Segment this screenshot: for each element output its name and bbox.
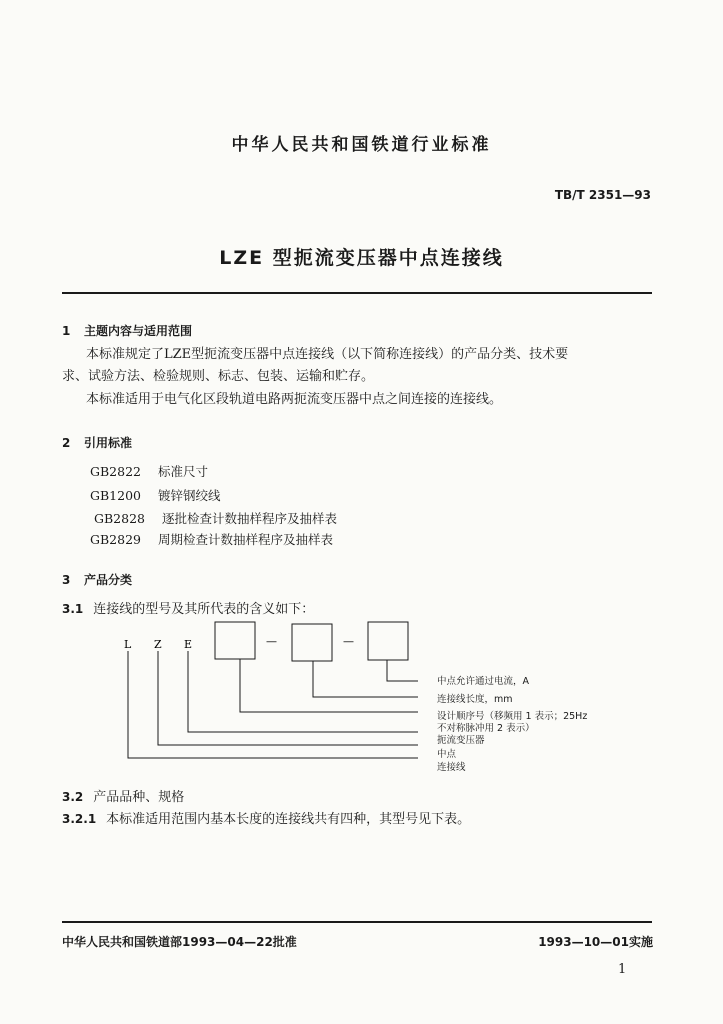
section-1-number: 1: [62, 324, 71, 338]
section-1-heading: [62, 322, 192, 339]
legend-design-seq-line1: 设计顺序号（移频用 1 表示；25Hz: [437, 711, 588, 722]
section-2-heading: [62, 434, 132, 451]
org-title: 中华人民共和国铁道行业标准: [231, 135, 492, 155]
model-letter: Z: [154, 638, 162, 651]
section-3-title: 产品分类: [84, 573, 133, 587]
subsection-3-2-number: 3.2: [62, 790, 84, 804]
issue-date: 中华人民共和国铁道部1993—04—22批准: [62, 935, 297, 949]
document-title: LZE 型扼流变压器中点连接线: [219, 247, 504, 269]
leader-current: [387, 660, 418, 681]
section-1-title: 主题内容与适用范围: [84, 324, 193, 338]
footer-divider: [62, 921, 652, 923]
reference-title: 标准尺寸: [158, 464, 209, 479]
reference-code: GB2822: [90, 464, 141, 479]
leader-midpoint: [158, 651, 418, 745]
section-3-heading: [62, 571, 132, 588]
subsection-3-2-1: [62, 808, 470, 827]
leader-length: [313, 661, 418, 697]
section-2-number: 2: [62, 436, 71, 450]
legend-design-seq-line2: 不对称脉冲用 2 表示）: [437, 723, 535, 734]
section-1-para1-line2: 求、试验方法、检验规则、标志、包装、运输和贮存。: [62, 369, 375, 384]
legend-current: 中点允许通过电流，A: [437, 676, 529, 687]
model-designation-diagram: [0, 615, 723, 775]
section-1-para2: 本标准适用于电气化区段轨道电路两扼流变压器中点之间连接的连接线。: [86, 392, 503, 407]
leader-choke: [188, 651, 418, 732]
subsection-3-2-1-text: 本标准适用范围内基本长度的连接线共有四种，其型号见下表。: [106, 812, 471, 827]
standard-number: TB/T 2351—93: [554, 188, 651, 202]
subsection-3-1-text: 连接线的型号及其所代表的含义如下：: [93, 602, 315, 617]
model-letter: L: [124, 638, 132, 651]
leader-connector: [128, 651, 418, 758]
model-letter: E: [184, 638, 193, 651]
reference-code: GB1200: [90, 488, 141, 503]
section-1-para1-line1: 本标准规定了LZE型扼流变压器中点连接线（以下简称连接线）的产品分类、技术要: [86, 347, 569, 362]
legend-connector: 连接线: [437, 762, 466, 773]
reference-item: [90, 530, 333, 548]
subsection-3-1-number: 3.1: [62, 602, 84, 616]
reference-title: 周期检查计数抽样程序及抽样表: [158, 532, 334, 547]
reference-title: 逐批检查计数抽样程序及抽样表: [162, 511, 338, 526]
section-2-title: 引用标准: [84, 436, 133, 450]
reference-title: 镀锌钢绞线: [158, 488, 221, 503]
effective-date: 1993—10—01实施: [538, 935, 653, 949]
legend-length: 连接线长度，mm: [437, 694, 513, 705]
reference-item: [90, 462, 208, 480]
title-divider: [62, 292, 652, 294]
reference-item: [94, 509, 337, 527]
page-number: 1: [618, 962, 627, 977]
subsection-3-2-text: 产品品种、规格: [93, 790, 185, 805]
subsection-3-2-1-number: 3.2.1: [62, 812, 97, 826]
current-code-box: [215, 622, 255, 659]
subsection-3-2: [62, 786, 184, 805]
design-seq-box: [368, 622, 408, 660]
model-dash: —: [266, 635, 277, 648]
legend-choke: 扼流变压器: [437, 735, 485, 746]
legend-midpoint: 中点: [437, 749, 457, 760]
model-dash: —: [343, 635, 354, 648]
reference-code: GB2829: [90, 532, 141, 547]
length-code-box: [292, 624, 332, 661]
reference-item: [90, 486, 221, 504]
section-3-number: 3: [62, 573, 71, 587]
leader-design: [240, 659, 418, 712]
reference-code: GB2828: [94, 511, 145, 526]
